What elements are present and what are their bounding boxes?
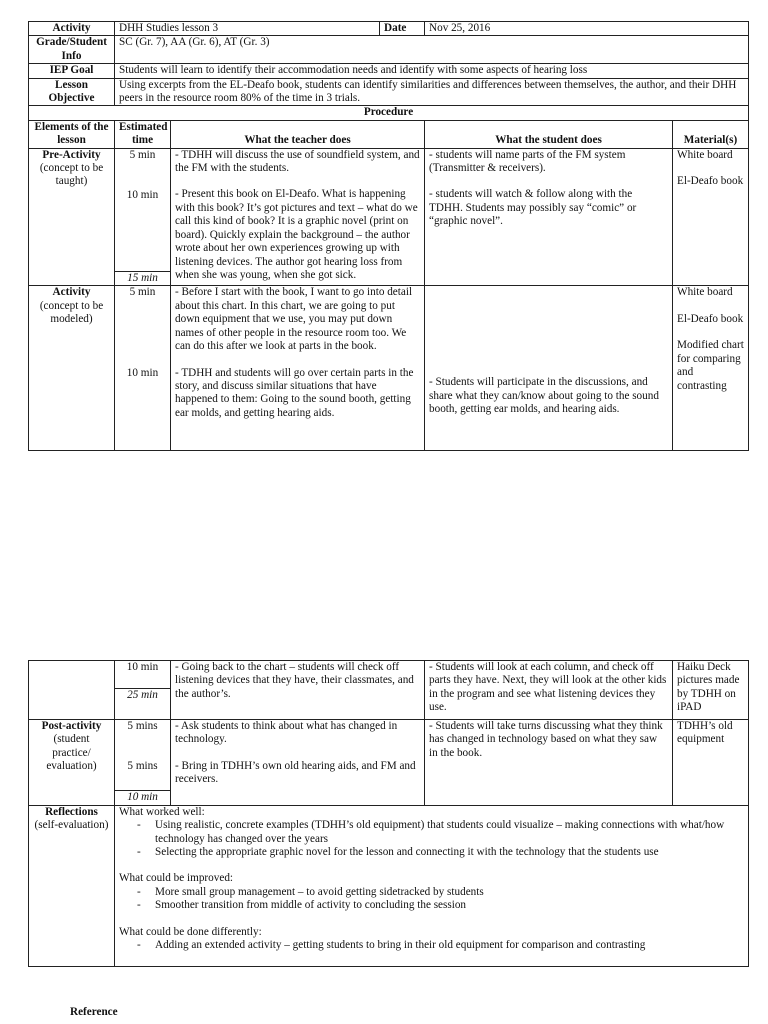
different-list [119, 939, 744, 952]
activity-element [29, 286, 115, 451]
lesson-plan-table-top [28, 21, 749, 451]
grade-label: Grade/Student Info [29, 36, 115, 64]
activity-continued-material: Haiku Deck pictures made by TDHH on iPAD [673, 661, 749, 720]
improve-list [119, 886, 744, 913]
col-materials: Material(s) [673, 120, 749, 148]
reflections-subtitle: (self-evaluation) [34, 819, 109, 832]
activity-continued-time [115, 661, 171, 720]
pre-activity-material-1: White board [677, 148, 733, 161]
activity-label: Activity [29, 22, 115, 36]
post-activity-total: 10 min [115, 790, 170, 804]
post-activity-title: Post-activity [41, 720, 102, 732]
activity-value [115, 22, 425, 36]
activity-student-2: - Students will participate in the discussions, and share what they can/know about going to the sound booth, getting ear molds, and hearing aids. [429, 376, 659, 416]
activity-materials [673, 286, 749, 451]
objective-value: Using excerpts from the EL-Deafo book, students can identify similarities and differences between themselves, the author, and their DHH peers in the resource room 80% of the time in 3 trials. [115, 78, 749, 106]
column-header-row [29, 120, 749, 148]
date-label: Date [379, 22, 424, 35]
pre-activity-time-1: 5 min [129, 148, 156, 161]
activity-student [425, 286, 673, 451]
post-activity-teacher [171, 720, 425, 806]
post-activity-element [29, 720, 115, 806]
grade-row [29, 36, 749, 64]
post-activity-time-1: 5 mins [127, 720, 158, 732]
activity-continued-row [29, 661, 749, 720]
post-activity-material: TDHH’s old equipment [673, 720, 749, 806]
reflections-element [29, 805, 115, 966]
activity-teacher-2: - TDHH and students will go over certain parts in the story, and discuss similar situations that have happened to them: Going to the sound booth, getting ear molds, and getting hearing aids. [175, 366, 414, 419]
improve-heading: What could be improved: [119, 872, 234, 885]
post-activity-time [115, 720, 171, 806]
activity-material-1: White board [677, 286, 733, 299]
pre-activity-time-2: 10 min [126, 189, 159, 202]
activity-material-2: El-Deafo book [677, 312, 744, 325]
activity-subtitle: (concept to be modeled) [39, 299, 104, 326]
pre-activity-element [29, 148, 115, 286]
activity-teacher-1: - Before I start with the book, I want to go into detail about this chart. In this chart, we are going to put down equipment that we use, you may put down names of other people in the resource room too. We can do this after we look at parts in the book. [175, 286, 413, 353]
well-list [119, 819, 744, 859]
post-activity-row [29, 720, 749, 806]
post-activity-subtitle: (student practice/ evaluation) [46, 733, 97, 773]
improve-item: - More small group management – to avoid getting sidetracked by students [119, 886, 744, 899]
pre-activity-row [29, 148, 749, 286]
pre-activity-teacher [171, 148, 425, 286]
procedure-heading: Procedure [29, 106, 749, 120]
pre-activity-subtitle: (concept to be taught) [39, 162, 104, 188]
activity-material-3: Modified chart for comparing and contrasting [677, 339, 744, 392]
well-item: - Selecting the appropriate graphic novel for the lesson and connecting it with the technology that the students use [119, 846, 744, 859]
post-activity-student: - Students will take turns discussing what they think has changed in technology based on what they saw in the book. [425, 720, 673, 806]
reflections-row [29, 805, 749, 966]
iep-label: IEP Goal [29, 64, 115, 78]
post-activity-teacher-2: - Bring in TDHH’s own old hearing aids, and FM and receivers. [175, 759, 416, 786]
col-time: Estimated time [115, 120, 171, 148]
pre-activity-teacher-1: - TDHH will discuss the use of soundfield system, and the FM with the students. [175, 148, 420, 175]
objective-label: Lesson Objective [29, 78, 115, 106]
different-item: - Adding an extended activity – getting students to bring in their old equipment for comparison and contrasting [119, 939, 744, 952]
activity-teacher [171, 286, 425, 451]
pre-activity-materials [673, 148, 749, 286]
col-teacher: What the teacher does [171, 120, 425, 148]
activity-continued-total: 25 min [115, 688, 170, 706]
pre-activity-time [115, 148, 171, 286]
improve-item: - Smoother transition from middle of activity to concluding the session [119, 899, 744, 912]
pre-activity-teacher-2: - Present this book on El-Deafo. What is happening with this book? It’s got pictures and text – what do we call this kind of book? It is a graphic novel (print on board). Quickly explain the background – the author wrote about her own experiences growing up with listening devices. The author got hearing loss from when she was young, when she got sick. [175, 188, 418, 281]
pre-activity-total: 15 min [115, 271, 170, 285]
well-heading: What worked well: [119, 805, 205, 818]
col-student: What the student does [425, 120, 673, 148]
procedure-row [29, 106, 749, 120]
reference-heading: Reference [70, 1006, 118, 1018]
pre-activity-student-2: - students will watch & follow along with the TDHH. Students may possibly say “comic” or “graphic novel”. [429, 188, 637, 228]
activity-continued-element [29, 661, 115, 720]
activity-name: DHH Studies lesson 3 [119, 22, 219, 34]
pre-activity-student [425, 148, 673, 286]
objective-row [29, 78, 749, 106]
reflections-content [115, 805, 749, 966]
activity-row [29, 22, 749, 36]
activity-continued-student: - Students will look at each column, and check off parts they have. Next, they will look at the other kids in the program and see what listening devices they use. [425, 661, 673, 720]
activity-time-2: 10 min [126, 366, 159, 379]
pre-activity-title: Pre-Activity [42, 148, 101, 161]
activity-title: Activity [52, 286, 91, 299]
reflections-title: Reflections [45, 805, 98, 818]
pre-activity-material-2: El-Deafo book [677, 175, 744, 188]
pre-activity-student-1: - students will name parts of the FM system (Transmitter & receivers). [429, 148, 626, 175]
different-heading: What could be done differently: [119, 925, 262, 938]
activity-section-row [29, 286, 749, 451]
iep-row [29, 64, 749, 78]
post-activity-time-2: 5 mins [127, 760, 158, 773]
col-elements: Elements of the lesson [29, 120, 115, 148]
date-value: Nov 25, 2016 [425, 22, 749, 36]
activity-time-1: 5 min [129, 286, 156, 299]
activity-time [115, 286, 171, 451]
grade-value: SC (Gr. 7), AA (Gr. 6), AT (Gr. 3) [115, 36, 749, 64]
activity-continued-time-1: 10 min [126, 661, 159, 673]
iep-value: Students will learn to identify their accommodation needs and identify with some aspects of hearing loss [115, 64, 749, 78]
lesson-plan-table-bottom [28, 660, 749, 967]
post-activity-teacher-1: - Ask students to think about what has changed in technology. [175, 720, 398, 746]
activity-continued-teacher: - Going back to the chart – students will check off listening devices that they have, their classmates, and the author’s. [171, 661, 425, 720]
well-item: - Using realistic, concrete examples (TDHH’s old equipment) that students could visualize – making connections with what/how technology has changed over the years [119, 819, 744, 846]
